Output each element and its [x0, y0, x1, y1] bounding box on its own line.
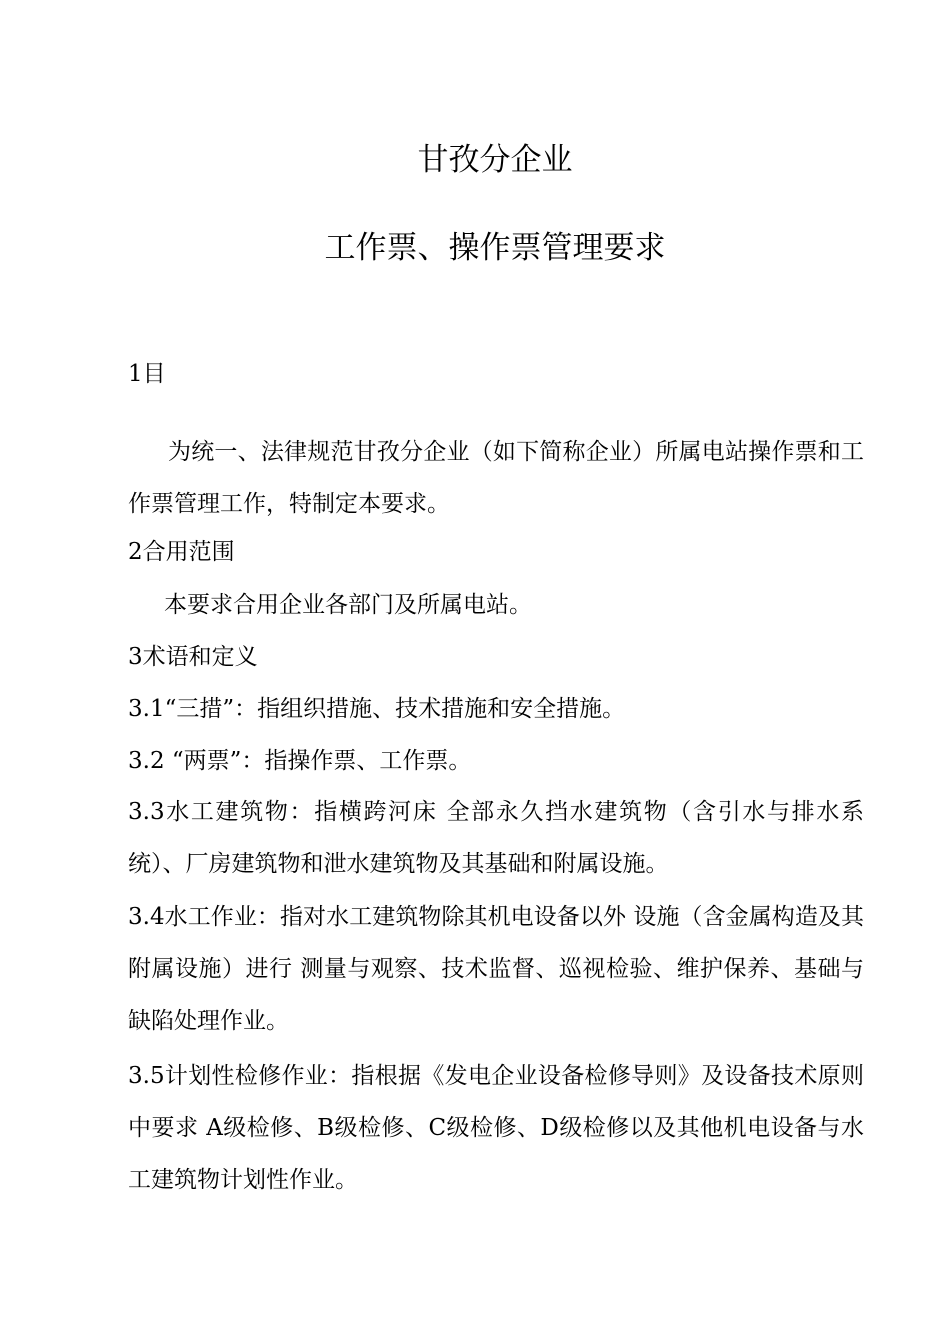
section-2-paragraph: 本要求合用企业各部门及所属电站。	[164, 592, 532, 618]
section-3-1-definition: 3.1“三措”：指组织措施、技术措施和安全措施。	[128, 696, 626, 722]
document-title: 工作票、操作票管理要求	[324, 230, 666, 266]
section-3-3-definition: 3.3水工建筑物：指横跨河床 全部永久挡水建筑物（含引水与排水系统）、厂房建筑物和泄水建筑物及其基础和附属设施。	[128, 799, 864, 877]
section-1-paragraph: 为统一、法律规范甘孜分企业（如下简称企业）所属电站操作票和工作票管理工作，特制定本要求。	[128, 439, 864, 517]
section-2-heading: 2合用范围	[128, 539, 235, 565]
document-title-org: 甘孜分企业	[417, 142, 573, 178]
section-3-5-definition: 3.5计划性检修作业：指根据《发电企业设备检修导则》及设备技术原则中要求 A级检修、B级检修、C级检修、D级检修以及其他机电设备与水工建筑物计划性作业。	[128, 1063, 864, 1193]
section-3-2-definition: 3.2 “两票”：指操作票、工作票。	[128, 748, 472, 774]
section-3-4-definition: 3.4水工作业：指对水工建筑物除其机电设备以外 设施（含金属构造及其附属设施）进行 测量与观察、技术监督、巡视检验、维护保养、基础与缺陷处理作业。	[128, 904, 864, 1034]
section-1-heading: 1目	[128, 361, 166, 387]
section-3-heading: 3术语和定义	[128, 644, 258, 670]
